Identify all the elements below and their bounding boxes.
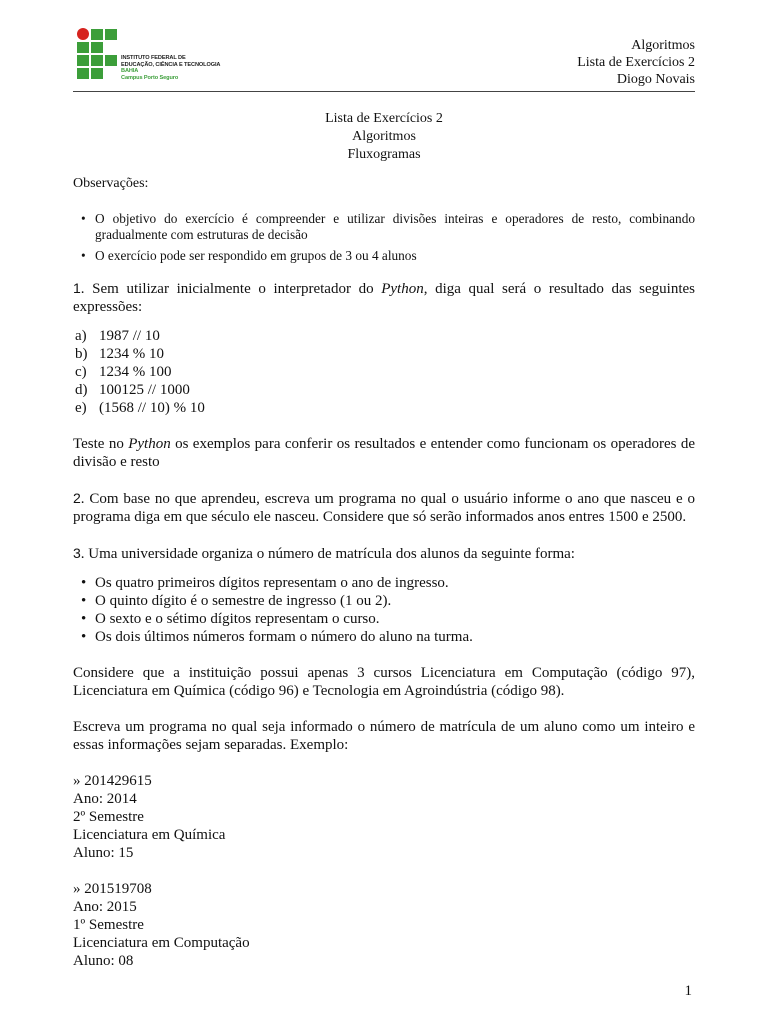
list-item: • O exercício pode ser respondido em grupos de 3 ou 4 alunos <box>95 248 695 264</box>
question-3-courses: Considere que a instituição possui apenas 3 cursos Licenciatura em Computação (código 97), Licenciatura em Química (código 96) e Tecnologia em Agroindústria (código 98). <box>73 665 695 699</box>
question-number: 3 <box>73 545 81 561</box>
example-line: 2º Semestre <box>73 809 144 825</box>
example-line: Aluno: 08 <box>73 953 134 969</box>
question-1-test: Teste no Python os exemplos para conferir os resultados e entender como funcionam os operadores de divisão e resto <box>73 436 695 470</box>
institution-logo <box>75 27 235 83</box>
list-item: c) 1234 % 100 <box>75 364 172 380</box>
example-line: » 201429615 <box>73 773 152 789</box>
header-info <box>577 37 695 88</box>
example-line: Ano: 2015 <box>73 899 137 915</box>
question-number: 2 <box>73 490 81 506</box>
list-item: d) 100125 // 1000 <box>75 382 190 398</box>
title-line-3: Fluxogramas <box>347 147 421 162</box>
title-line-1: Lista de Exercícios 2 <box>325 111 443 126</box>
header-author: Diogo Novais <box>616 72 695 87</box>
header-course: Algoritmos <box>631 38 695 53</box>
list-item: • O sexto e o sétimo dígitos representam o curso. <box>95 610 695 628</box>
list-item: e) (1568 // 10) % 10 <box>75 400 205 416</box>
question-3: 3. Uma universidade organiza o número de matrícula dos alunos da seguinte forma: <box>73 545 575 562</box>
logo-grid-icon <box>75 27 119 83</box>
example-line: Aluno: 15 <box>73 845 134 861</box>
list-item: • Os quatro primeiros dígitos representam o ano de ingresso. <box>95 574 695 592</box>
logo-red-dot <box>77 28 89 40</box>
document-body <box>73 175 695 970</box>
document-title <box>0 110 768 164</box>
question-number: 1 <box>73 280 81 296</box>
observations-list <box>73 211 695 264</box>
example-line: Ano: 2014 <box>73 791 137 807</box>
question-3-task: Escreva um programa no qual seja informado o número de matrícula de um aluno como um inteiro e essas informações sejam separadas. Exemplo: <box>73 719 695 753</box>
list-item: • O objetivo do exercício é compreender e utilizar divisões inteiras e operadores de resto, combinando gradualmente com estruturas de decisão <box>95 211 695 243</box>
example-1 <box>73 772 695 862</box>
header-rule <box>73 91 695 92</box>
logo-wordmark: INSTITUTO FEDERAL DE EDUCAÇÃO, CIÊNCIA E TECNOLOGIA BAHIA Campus Porto Seguro <box>121 55 221 81</box>
header-list: Lista de Exercícios 2 <box>577 55 695 70</box>
list-item: • O quinto dígito é o semestre de ingresso (1 ou 2). <box>95 592 695 610</box>
example-line: Licenciatura em Química <box>73 827 226 843</box>
list-item: • Os dois últimos números formam o número do aluno na turma. <box>95 628 695 646</box>
example-2 <box>73 880 695 970</box>
page-number: 1 <box>684 983 692 999</box>
question-1: 1. Sem utilizar inicialmente o interpretador do Python, diga qual será o resultado das seguintes expressões: <box>73 280 695 315</box>
example-line: Licenciatura em Computação <box>73 935 250 951</box>
list-item: a) 1987 // 10 <box>75 328 160 344</box>
question-2: 2. Com base no que aprendeu, escreva um programa no qual o usuário informe o ano que nasceu e o programa diga em que século ele nasceu. Considere que só serão informados anos entres 1500 e 2500. <box>73 490 695 525</box>
observations-label: Observações: <box>73 176 149 191</box>
example-line: » 201519708 <box>73 881 152 897</box>
question-3-list <box>73 574 695 646</box>
list-item: b) 1234 % 10 <box>75 346 164 362</box>
question-1-items <box>73 327 695 417</box>
title-line-2: Algoritmos <box>352 129 416 144</box>
example-line: 1º Semestre <box>73 917 144 933</box>
